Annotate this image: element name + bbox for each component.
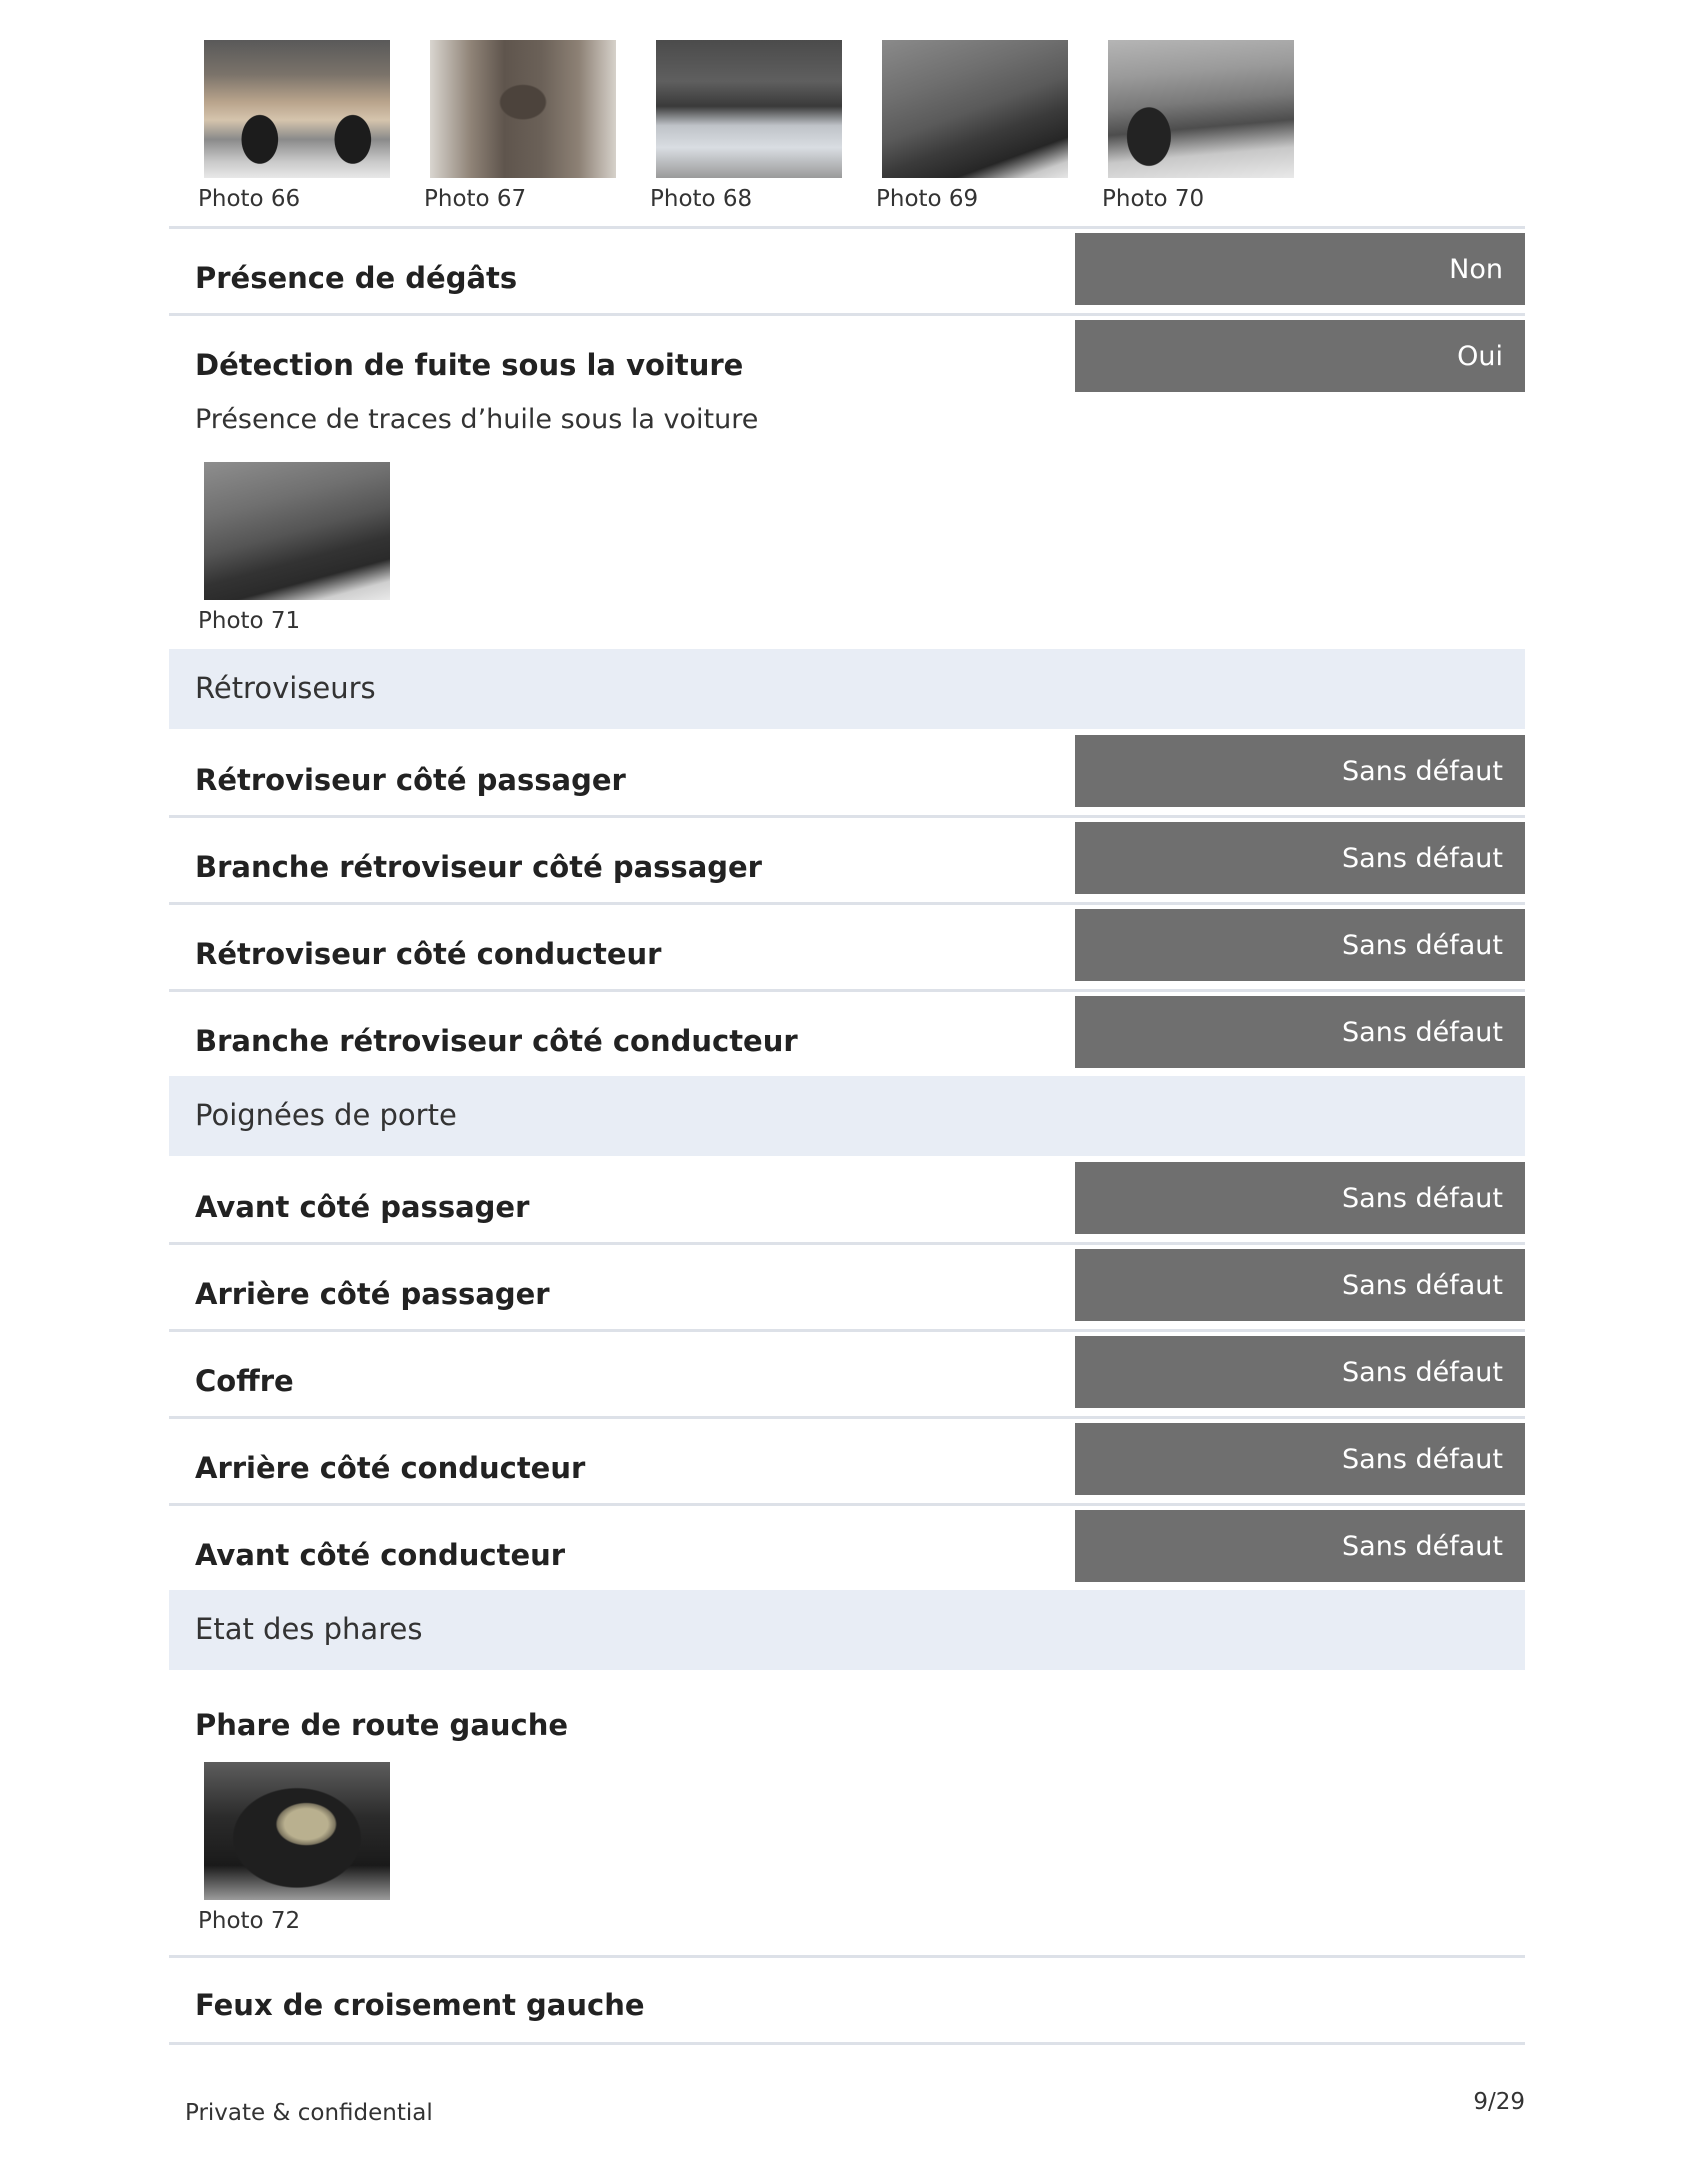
door-handle-label: Arrière côté conducteur — [195, 1451, 586, 1485]
section-title: Poignées de porte — [195, 1098, 457, 1132]
confidential-footer: Private & confidential — [185, 2100, 433, 2126]
mirror-row — [169, 818, 1525, 905]
left-high-beam-label: Phare de route gauche — [195, 1708, 569, 1742]
door-handle-row — [169, 1332, 1525, 1419]
left-high-beam-photo-block — [169, 1762, 1525, 1958]
photo-caption: Photo 69 — [876, 186, 979, 212]
photo-67-image[interactable] — [430, 40, 616, 178]
door-handle-label: Arrière côté passager — [195, 1277, 550, 1311]
door-handle-row — [169, 1156, 1525, 1245]
photo-thumbnail[interactable] — [169, 1762, 355, 1936]
door-handle-row — [169, 1419, 1525, 1506]
mirror-row — [169, 729, 1525, 818]
section-title: Rétroviseurs — [195, 671, 376, 705]
damage-label: Présence de dégâts — [195, 261, 518, 295]
photo-caption: Photo 67 — [424, 186, 527, 212]
photo-thumbnail[interactable] — [847, 40, 1033, 214]
photo-thumbnail[interactable] — [169, 40, 355, 214]
door-handle-label: Coffre — [195, 1364, 294, 1398]
mirror-value: Sans défaut — [1075, 909, 1525, 981]
photo-thumbnail[interactable] — [395, 40, 581, 214]
door-handle-value: Sans défaut — [1075, 1423, 1525, 1495]
section-title: Etat des phares — [195, 1612, 423, 1646]
left-high-beam-row — [169, 1670, 1525, 1762]
door-handle-value: Sans défaut — [1075, 1162, 1525, 1234]
photo-caption: Photo 68 — [650, 186, 753, 212]
photo-caption: Photo 71 — [198, 608, 301, 634]
photo-70-image[interactable] — [1108, 40, 1294, 178]
leak-note-row — [169, 400, 1525, 454]
left-low-beam-label: Feux de croisement gauche — [195, 1988, 645, 2022]
photo-thumbnail[interactable] — [1073, 40, 1259, 214]
photo-thumbnail[interactable] — [621, 40, 807, 214]
report-page — [169, 0, 1525, 2045]
section-door-handles — [169, 1076, 1525, 1156]
mirror-label: Branche rétroviseur côté conducteur — [195, 1024, 798, 1058]
door-handle-row — [169, 1506, 1525, 1590]
underbody-photo-strip — [169, 0, 1525, 229]
door-handle-value: Sans défaut — [1075, 1510, 1525, 1582]
photo-69-image[interactable] — [882, 40, 1068, 178]
mirror-label: Branche rétroviseur côté passager — [195, 850, 762, 884]
leak-note: Présence de traces d’huile sous la voiture — [195, 404, 759, 435]
leak-row — [169, 316, 1525, 400]
photo-caption: Photo 72 — [198, 1908, 301, 1934]
left-low-beam-row — [169, 1958, 1525, 2045]
mirror-value: Sans défaut — [1075, 822, 1525, 894]
photo-72-image[interactable] — [204, 1762, 390, 1900]
photo-71-image[interactable] — [204, 462, 390, 600]
damage-value: Non — [1075, 233, 1525, 305]
leak-photo-block — [169, 454, 1525, 649]
door-handle-label: Avant côté conducteur — [195, 1538, 566, 1572]
door-handle-label: Avant côté passager — [195, 1190, 530, 1224]
mirror-row — [169, 992, 1525, 1076]
leak-value: Oui — [1075, 320, 1525, 392]
mirror-row — [169, 905, 1525, 992]
damage-row — [169, 229, 1525, 316]
photo-caption: Photo 70 — [1102, 186, 1205, 212]
leak-label: Détection de fuite sous la voiture — [195, 348, 744, 382]
page-number: 9/29 — [1473, 2089, 1525, 2115]
photo-thumbnail[interactable] — [169, 462, 355, 636]
section-mirrors — [169, 649, 1525, 729]
mirror-value: Sans défaut — [1075, 996, 1525, 1068]
door-handle-value: Sans défaut — [1075, 1336, 1525, 1408]
door-handle-value: Sans défaut — [1075, 1249, 1525, 1321]
mirror-value: Sans défaut — [1075, 735, 1525, 807]
mirror-label: Rétroviseur côté passager — [195, 763, 626, 797]
mirror-label: Rétroviseur côté conducteur — [195, 937, 662, 971]
section-headlights — [169, 1590, 1525, 1670]
door-handle-row — [169, 1245, 1525, 1332]
photo-66-image[interactable] — [204, 40, 390, 178]
photo-caption: Photo 66 — [198, 186, 301, 212]
photo-68-image[interactable] — [656, 40, 842, 178]
